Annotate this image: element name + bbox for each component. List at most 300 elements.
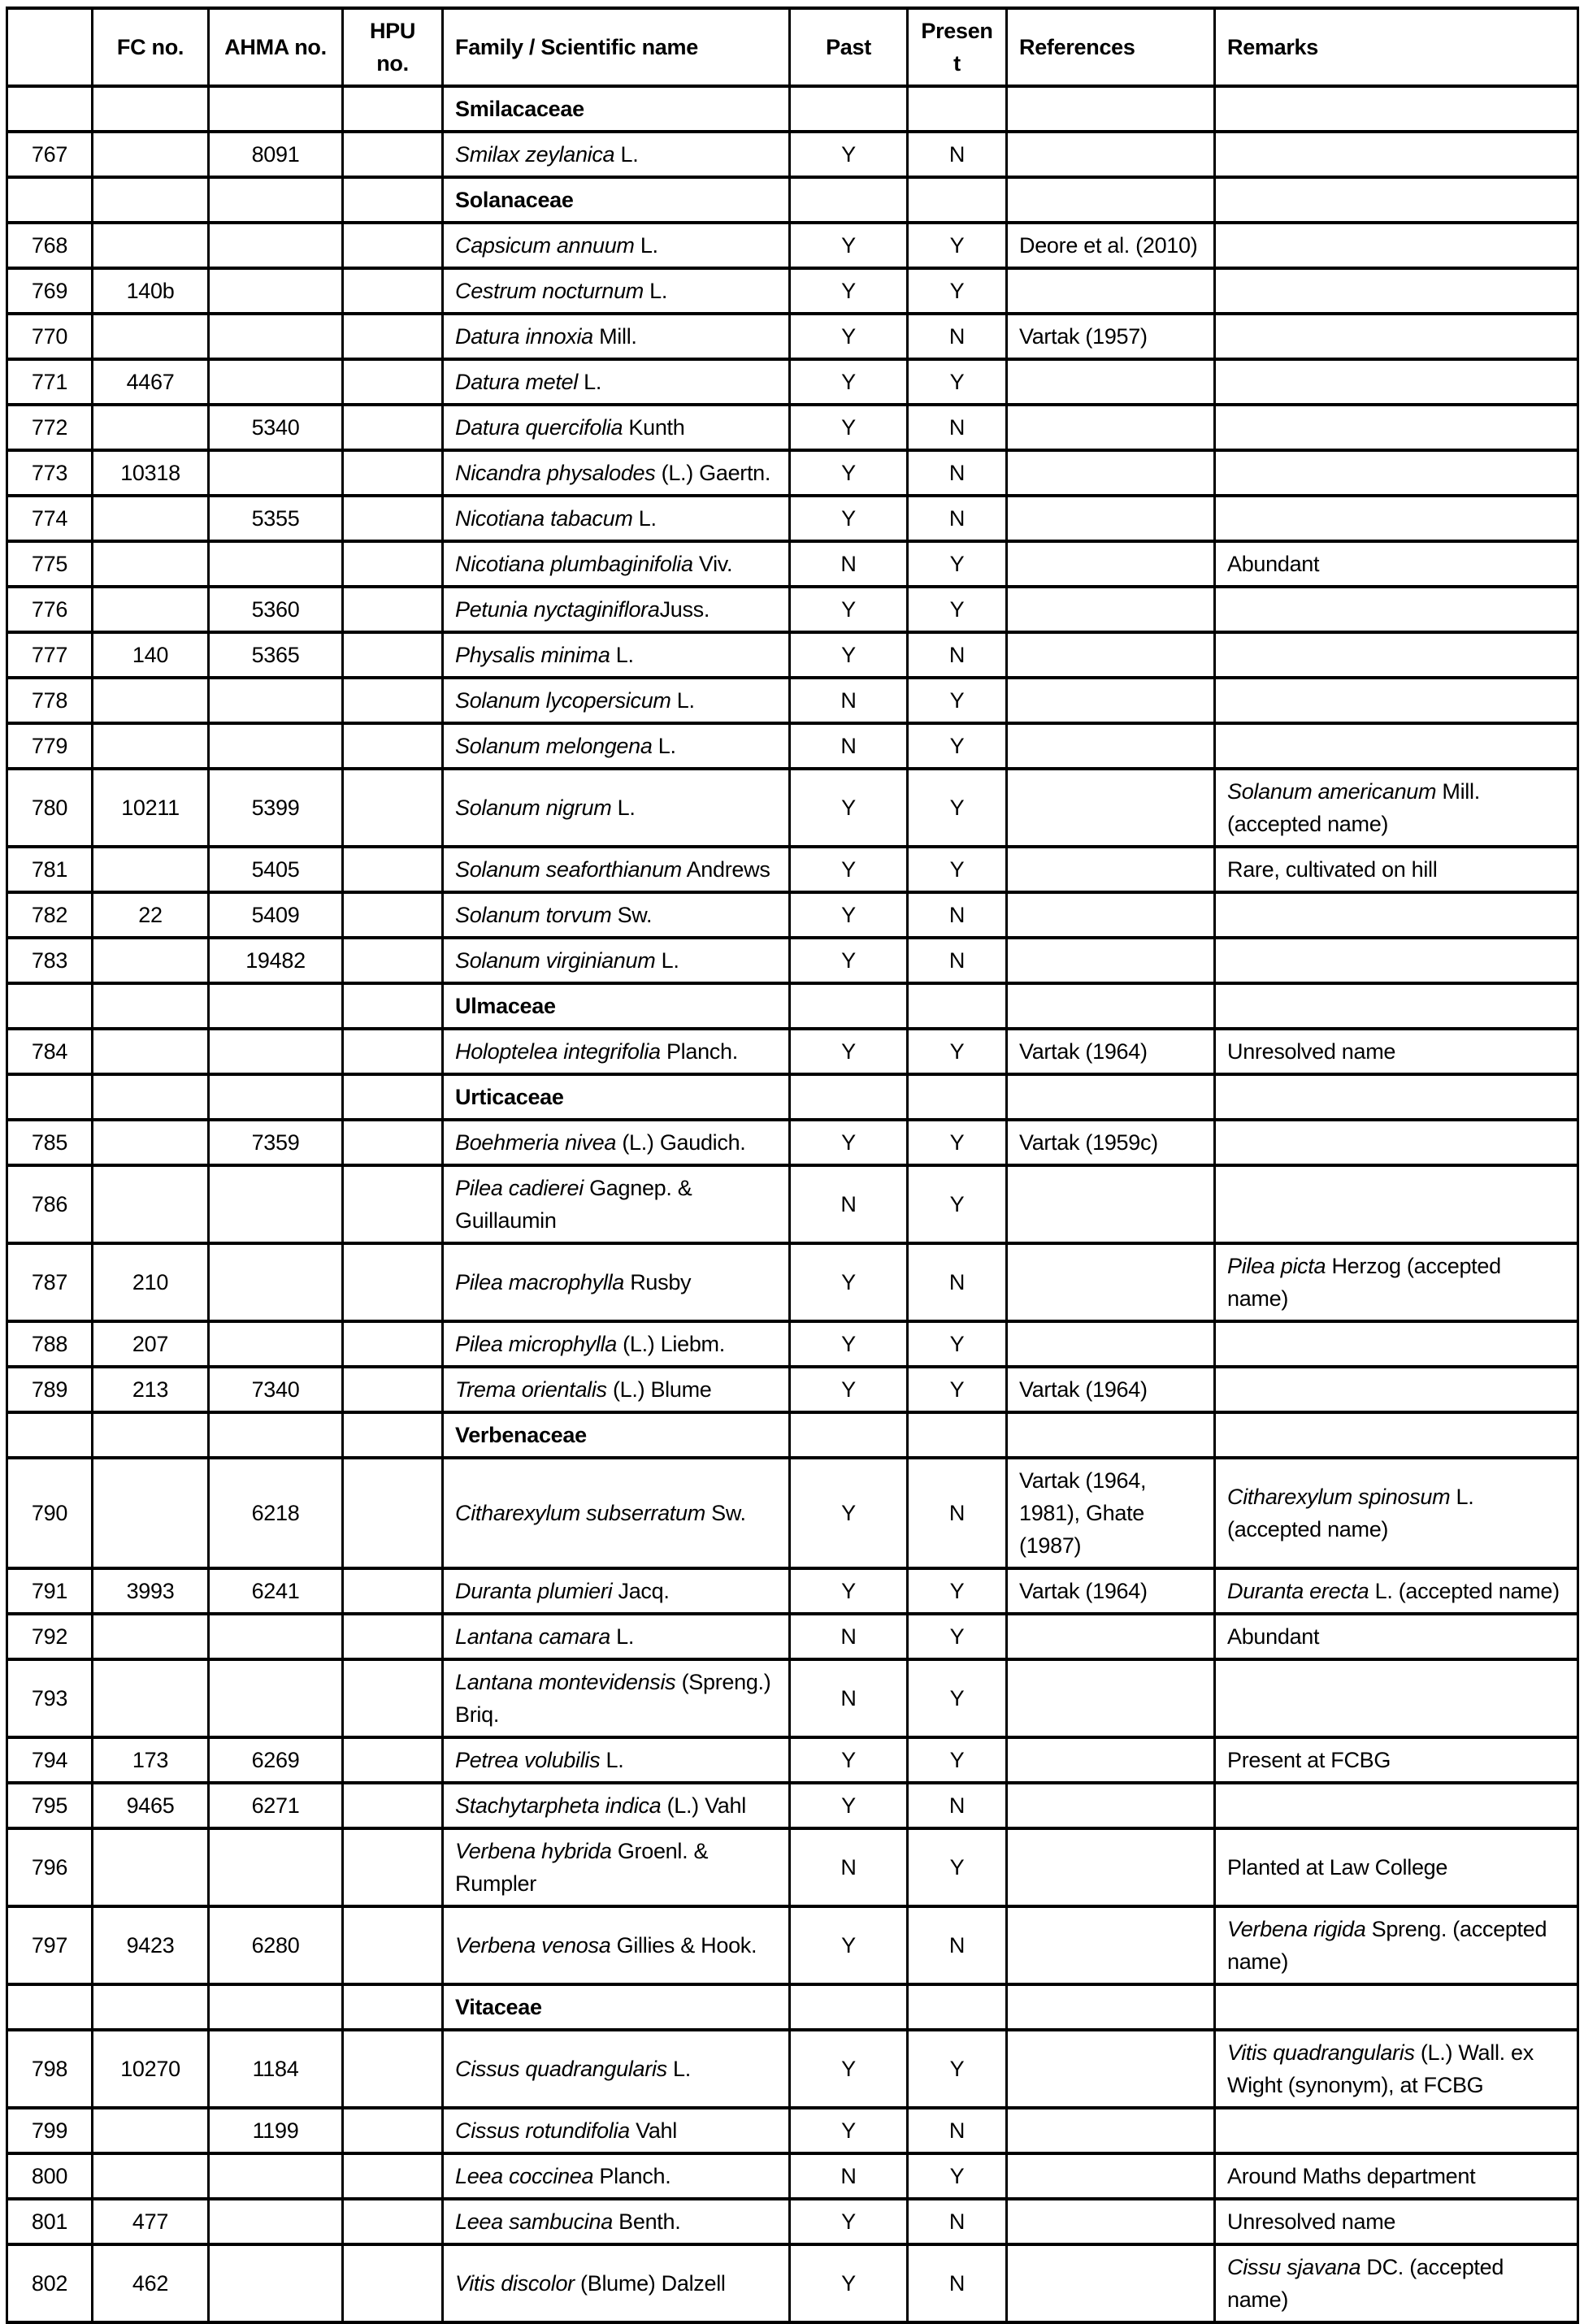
cell-past: [790, 1458, 908, 1568]
ahma-no: 6280: [251, 1933, 300, 1958]
table-row: [7, 769, 1578, 847]
serial-no: 795: [31, 1793, 68, 1818]
cell-references: [1007, 1906, 1215, 1984]
table-row: [7, 938, 1578, 983]
present-flag: N: [948, 142, 966, 167]
cell-fc-no: [93, 847, 209, 892]
cell-present: [908, 314, 1007, 359]
past-flag: Y: [841, 370, 856, 394]
cell-hpu-no: [343, 2108, 443, 2153]
cell-remarks: [1215, 2108, 1578, 2153]
cell-present: [908, 2244, 1007, 2322]
present-flag: Y: [949, 796, 965, 820]
cell-present: [908, 1984, 1007, 2030]
cell-present: [908, 983, 1007, 1029]
cell-serial-no: [7, 1737, 93, 1783]
serial-no: 789: [31, 1377, 68, 1402]
cell-ahma-no: [209, 1906, 343, 1984]
past-flag: Y: [841, 1130, 856, 1155]
remark-text: Abundant: [1227, 552, 1320, 576]
past-flag: N: [840, 552, 857, 576]
cell-fc-no: [93, 1165, 209, 1243]
cell-hpu-no: [343, 450, 443, 496]
present-flag: N: [948, 1793, 966, 1818]
cell-hpu-no: [343, 1614, 443, 1659]
table-row: [7, 1367, 1578, 1412]
cell-serial-no: [7, 678, 93, 723]
cell-past: [790, 632, 908, 678]
cell-fc-no: [93, 983, 209, 1029]
cell-fc-no: [93, 132, 209, 177]
cell-ahma-no: [209, 2030, 343, 2108]
present-flag: N: [948, 415, 966, 440]
scientific-name: Solanum seaforthianum: [455, 857, 682, 882]
cell-present: [908, 359, 1007, 405]
cell-hpu-no: [343, 892, 443, 938]
cell-hpu-no: [343, 1321, 443, 1367]
serial-no: 780: [31, 796, 68, 820]
cell-present: [908, 177, 1007, 223]
author-citation: Benth.: [612, 2209, 681, 2234]
past-flag: Y: [841, 324, 856, 349]
ahma-no: 1199: [252, 2118, 299, 2143]
cell-serial-no: [7, 892, 93, 938]
cell-ahma-no: [209, 1367, 343, 1412]
cell-fc-no: [93, 1321, 209, 1367]
author-citation: Gillies & Hook.: [610, 1933, 757, 1958]
cell-serial-no: [7, 86, 93, 132]
cell-family-scientific-name: [443, 2199, 790, 2244]
cell-references: [1007, 1029, 1215, 1074]
author-citation: (L.) Gaertn.: [655, 461, 771, 485]
cell-fc-no: [93, 1828, 209, 1906]
cell-ahma-no: [209, 405, 343, 450]
scientific-name: Datura innoxia: [455, 324, 593, 349]
cell-past: [790, 587, 908, 632]
cell-remarks: [1215, 2199, 1578, 2244]
ahma-no: 5405: [251, 857, 300, 882]
scientific-name: Stachytarpheta indica: [455, 1793, 662, 1818]
author-citation: (L.) Liebm.: [616, 1332, 725, 1356]
cell-family-scientific-name: [443, 177, 790, 223]
cell-hpu-no: [343, 723, 443, 769]
table-row: [7, 2030, 1578, 2108]
serial-no: 796: [31, 1855, 68, 1880]
cell-fc-no: [93, 1120, 209, 1165]
past-flag: Y: [841, 948, 856, 973]
document-page: [0, 7, 1584, 2320]
cell-references: [1007, 938, 1215, 983]
cell-hpu-no: [343, 1737, 443, 1783]
cell-remarks: [1215, 1367, 1578, 1412]
scientific-name: Boehmeria nivea: [455, 1130, 617, 1155]
cell-references: [1007, 86, 1215, 132]
present-flag: Y: [949, 233, 965, 258]
scientific-name: Cissus quadrangularis: [455, 2057, 667, 2081]
serial-no: 769: [31, 279, 68, 303]
cell-ahma-no: [209, 541, 343, 587]
cell-fc-no: [93, 2108, 209, 2153]
table-row: [7, 847, 1578, 892]
fc-no: 10211: [121, 796, 180, 820]
serial-no: 793: [31, 1686, 68, 1710]
cell-hpu-no: [343, 314, 443, 359]
table-row: [7, 132, 1578, 177]
cell-references: [1007, 587, 1215, 632]
cell-ahma-no: [209, 1029, 343, 1074]
reference-text: Vartak (1964, 1981), Ghate (1987): [1019, 1468, 1147, 1558]
cell-hpu-no: [343, 1074, 443, 1120]
remark-species-name: Pilea picta: [1227, 1254, 1326, 1278]
past-flag: Y: [841, 233, 856, 258]
present-flag: Y: [949, 597, 965, 622]
table-row: [7, 541, 1578, 587]
table-row: [7, 1906, 1578, 1984]
serial-no: 785: [31, 1130, 68, 1155]
table-row: [7, 1321, 1578, 1367]
cell-remarks: [1215, 769, 1578, 847]
cell-present: [908, 2108, 1007, 2153]
cell-past: [790, 1737, 908, 1783]
cell-present: [908, 769, 1007, 847]
cell-fc-no: [93, 1412, 209, 1458]
cell-references: [1007, 1737, 1215, 1783]
cell-fc-no: [93, 678, 209, 723]
cell-fc-no: [93, 314, 209, 359]
fc-no: 9423: [126, 1933, 175, 1958]
cell-present: [908, 541, 1007, 587]
cell-fc-no: [93, 177, 209, 223]
cell-past: [790, 314, 908, 359]
past-flag: Y: [841, 2118, 856, 2143]
cell-serial-no: [7, 1074, 93, 1120]
cell-references: [1007, 1074, 1215, 1120]
scientific-name: Capsicum annuum: [455, 233, 635, 258]
scientific-name: Pilea macrophylla: [455, 1270, 624, 1294]
cell-fc-no: [93, 587, 209, 632]
author-citation: Juss.: [659, 597, 710, 622]
present-flag: Y: [949, 370, 965, 394]
cell-fc-no: [93, 1243, 209, 1321]
fc-no: 140b: [126, 279, 175, 303]
present-flag: N: [948, 643, 966, 667]
cell-past: [790, 268, 908, 314]
cell-present: [908, 2199, 1007, 2244]
cell-present: [908, 1906, 1007, 1984]
cell-ahma-no: [209, 2244, 343, 2322]
ahma-no: 5409: [251, 903, 300, 927]
cell-references: [1007, 632, 1215, 678]
cell-present: [908, 1120, 1007, 1165]
cell-ahma-no: [209, 496, 343, 541]
cell-ahma-no: [209, 1828, 343, 1906]
cell-hpu-no: [343, 223, 443, 268]
past-flag: Y: [841, 2057, 856, 2081]
cell-family-scientific-name: [443, 450, 790, 496]
fc-no: 213: [132, 1377, 169, 1402]
cell-ahma-no: [209, 1412, 343, 1458]
author-citation: Kunth: [623, 415, 685, 440]
cell-serial-no: [7, 496, 93, 541]
cell-family-scientific-name: [443, 314, 790, 359]
cell-serial-no: [7, 938, 93, 983]
family-name: Verbenaceae: [455, 1423, 587, 1447]
scientific-name: Duranta plumieri: [455, 1579, 613, 1603]
cell-present: [908, 1165, 1007, 1243]
cell-serial-no: [7, 132, 93, 177]
reference-text: Vartak (1959c): [1019, 1130, 1158, 1155]
fc-no: 210: [132, 1270, 169, 1294]
cell-hpu-no: [343, 1367, 443, 1412]
cell-past: [790, 1614, 908, 1659]
cell-family-scientific-name: [443, 723, 790, 769]
table-row: [7, 1659, 1578, 1737]
cell-present: [908, 587, 1007, 632]
cell-serial-no: [7, 1783, 93, 1828]
cell-past: [790, 2030, 908, 2108]
cell-hpu-no: [343, 1412, 443, 1458]
past-flag: Y: [841, 1377, 856, 1402]
cell-family-scientific-name: [443, 587, 790, 632]
cell-past: [790, 405, 908, 450]
present-flag: Y: [949, 552, 965, 576]
cell-hpu-no: [343, 1906, 443, 1984]
family-name: Vitaceae: [455, 1995, 542, 2019]
author-citation: L.: [614, 142, 639, 167]
cell-serial-no: [7, 1029, 93, 1074]
cell-references: [1007, 1783, 1215, 1828]
cell-past: [790, 359, 908, 405]
cell-fc-no: [93, 1367, 209, 1412]
author-citation: L.: [610, 1624, 635, 1649]
cell-remarks: [1215, 2244, 1578, 2322]
table-row: [7, 1243, 1578, 1321]
scientific-name: Pilea cadierei: [455, 1176, 584, 1200]
cell-ahma-no: [209, 983, 343, 1029]
cell-hpu-no: [343, 983, 443, 1029]
cell-remarks: [1215, 847, 1578, 892]
header-row: [7, 8, 1578, 86]
past-flag: Y: [841, 1933, 856, 1958]
cell-fc-no: [93, 2244, 209, 2322]
cell-past: [790, 1568, 908, 1614]
past-flag: Y: [841, 1501, 856, 1525]
scientific-name: Physalis minima: [455, 643, 610, 667]
author-citation: Andrews: [681, 857, 770, 882]
table-row: [7, 268, 1578, 314]
cell-fc-no: [93, 223, 209, 268]
serial-no: 774: [31, 506, 68, 531]
col-header-past: Past: [790, 8, 908, 86]
cell-serial-no: [7, 314, 93, 359]
cell-hpu-no: [343, 1243, 443, 1321]
scientific-name: Verbena venosa: [455, 1933, 611, 1958]
cell-family-scientific-name: [443, 1074, 790, 1120]
table-row: [7, 1412, 1578, 1458]
cell-past: [790, 1029, 908, 1074]
cell-serial-no: [7, 2108, 93, 2153]
cell-references: [1007, 1828, 1215, 1906]
cell-present: [908, 847, 1007, 892]
cell-past: [790, 2153, 908, 2199]
table-row: [7, 1737, 1578, 1783]
cell-past: [790, 1120, 908, 1165]
remark-species-name: Citharexylum spinosum: [1227, 1485, 1451, 1509]
author-citation: Sw.: [705, 1501, 746, 1525]
cell-past: [790, 678, 908, 723]
cell-fc-no: [93, 1568, 209, 1614]
table-row: [7, 2199, 1578, 2244]
cell-past: [790, 892, 908, 938]
table-row: [7, 359, 1578, 405]
table-row: [7, 632, 1578, 678]
serial-no: 784: [31, 1039, 68, 1064]
table-row: [7, 177, 1578, 223]
past-flag: Y: [841, 903, 856, 927]
cell-present: [908, 2030, 1007, 2108]
present-flag: N: [948, 2209, 966, 2234]
cell-ahma-no: [209, 132, 343, 177]
cell-ahma-no: [209, 632, 343, 678]
cell-ahma-no: [209, 1568, 343, 1614]
cell-hpu-no: [343, 496, 443, 541]
cell-references: [1007, 2244, 1215, 2322]
cell-ahma-no: [209, 177, 343, 223]
cell-fc-no: [93, 1659, 209, 1737]
cell-ahma-no: [209, 1614, 343, 1659]
cell-family-scientific-name: [443, 1783, 790, 1828]
cell-remarks: [1215, 86, 1578, 132]
cell-present: [908, 1243, 1007, 1321]
cell-past: [790, 86, 908, 132]
cell-family-scientific-name: [443, 1906, 790, 1984]
cell-past: [790, 983, 908, 1029]
cell-serial-no: [7, 1243, 93, 1321]
scientific-name: Nicotiana plumbaginifolia: [455, 552, 693, 576]
serial-no: 786: [31, 1192, 68, 1216]
cell-references: [1007, 2153, 1215, 2199]
table-row: [7, 1783, 1578, 1828]
cell-past: [790, 541, 908, 587]
cell-ahma-no: [209, 314, 343, 359]
plant-table-body: [7, 86, 1578, 2322]
family-name: Ulmaceae: [455, 994, 556, 1018]
cell-present: [908, 723, 1007, 769]
past-flag: Y: [841, 1039, 856, 1064]
cell-fc-no: [93, 769, 209, 847]
table-row: [7, 1165, 1578, 1243]
scientific-name: Verbena hybrida: [455, 1839, 612, 1863]
cell-present: [908, 1029, 1007, 1074]
cell-family-scientific-name: [443, 1120, 790, 1165]
cell-serial-no: [7, 1828, 93, 1906]
family-name: Smilacaceae: [455, 97, 584, 121]
ahma-no: 7359: [251, 1130, 300, 1155]
cell-references: [1007, 314, 1215, 359]
cell-fc-no: [93, 2199, 209, 2244]
cell-present: [908, 450, 1007, 496]
serial-no: 800: [31, 2164, 68, 2188]
cell-remarks: [1215, 1568, 1578, 1614]
table-row: [7, 2108, 1578, 2153]
scientific-name: Smilax zeylanica: [455, 142, 615, 167]
scientific-name: Nicotiana tabacum: [455, 506, 633, 531]
cell-serial-no: [7, 541, 93, 587]
cell-references: [1007, 177, 1215, 223]
remark-species-name: Verbena rigida: [1227, 1917, 1366, 1941]
cell-ahma-no: [209, 769, 343, 847]
scientific-name: Cissus rotundifolia: [455, 2118, 630, 2143]
cell-remarks: [1215, 1659, 1578, 1737]
cell-hpu-no: [343, 541, 443, 587]
reference-text: Vartak (1964): [1019, 1039, 1148, 1064]
past-flag: Y: [841, 2209, 856, 2234]
past-flag: N: [840, 1624, 857, 1649]
reference-text: Deore et al. (2010): [1019, 233, 1198, 258]
cell-ahma-no: [209, 1243, 343, 1321]
cell-hpu-no: [343, 587, 443, 632]
author-citation: (L.) Vahl: [661, 1793, 746, 1818]
cell-remarks: [1215, 587, 1578, 632]
past-flag: Y: [841, 857, 856, 882]
table-row: [7, 223, 1578, 268]
present-flag: Y: [949, 734, 965, 758]
col-header-hpu-no: HPU no.: [343, 8, 443, 86]
cell-fc-no: [93, 1906, 209, 1984]
cell-fc-no: [93, 541, 209, 587]
cell-hpu-no: [343, 132, 443, 177]
cell-ahma-no: [209, 268, 343, 314]
cell-family-scientific-name: [443, 938, 790, 983]
cell-remarks: [1215, 1412, 1578, 1458]
author-citation: Mill.: [592, 324, 637, 349]
serial-no: 768: [31, 233, 68, 258]
cell-past: [790, 1906, 908, 1984]
remark-species-name: Duranta erecta: [1227, 1579, 1369, 1603]
cell-fc-no: [93, 1737, 209, 1783]
table-row: [7, 314, 1578, 359]
past-flag: N: [840, 734, 857, 758]
ahma-no: 6271: [251, 1793, 300, 1818]
table-row: [7, 1828, 1578, 1906]
cell-fc-no: [93, 1984, 209, 2030]
cell-family-scientific-name: [443, 2153, 790, 2199]
cell-hpu-no: [343, 1458, 443, 1568]
table-row: [7, 496, 1578, 541]
cell-ahma-no: [209, 2108, 343, 2153]
cell-serial-no: [7, 450, 93, 496]
cell-present: [908, 132, 1007, 177]
scientific-name: Leea coccinea: [455, 2164, 594, 2188]
cell-remarks: [1215, 2030, 1578, 2108]
cell-hpu-no: [343, 847, 443, 892]
table-row: [7, 86, 1578, 132]
scientific-name: Solanum nigrum: [455, 796, 612, 820]
present-flag: Y: [949, 688, 965, 713]
serial-no: 801: [31, 2209, 68, 2234]
cell-ahma-no: [209, 892, 343, 938]
past-flag: Y: [841, 415, 856, 440]
cell-family-scientific-name: [443, 1568, 790, 1614]
cell-serial-no: [7, 983, 93, 1029]
cell-past: [790, 2108, 908, 2153]
present-flag: N: [948, 2271, 966, 2296]
cell-family-scientific-name: [443, 1243, 790, 1321]
table-row: [7, 1568, 1578, 1614]
remark-text: L. (accepted name): [1369, 1579, 1560, 1603]
cell-serial-no: [7, 1568, 93, 1614]
cell-family-scientific-name: [443, 892, 790, 938]
